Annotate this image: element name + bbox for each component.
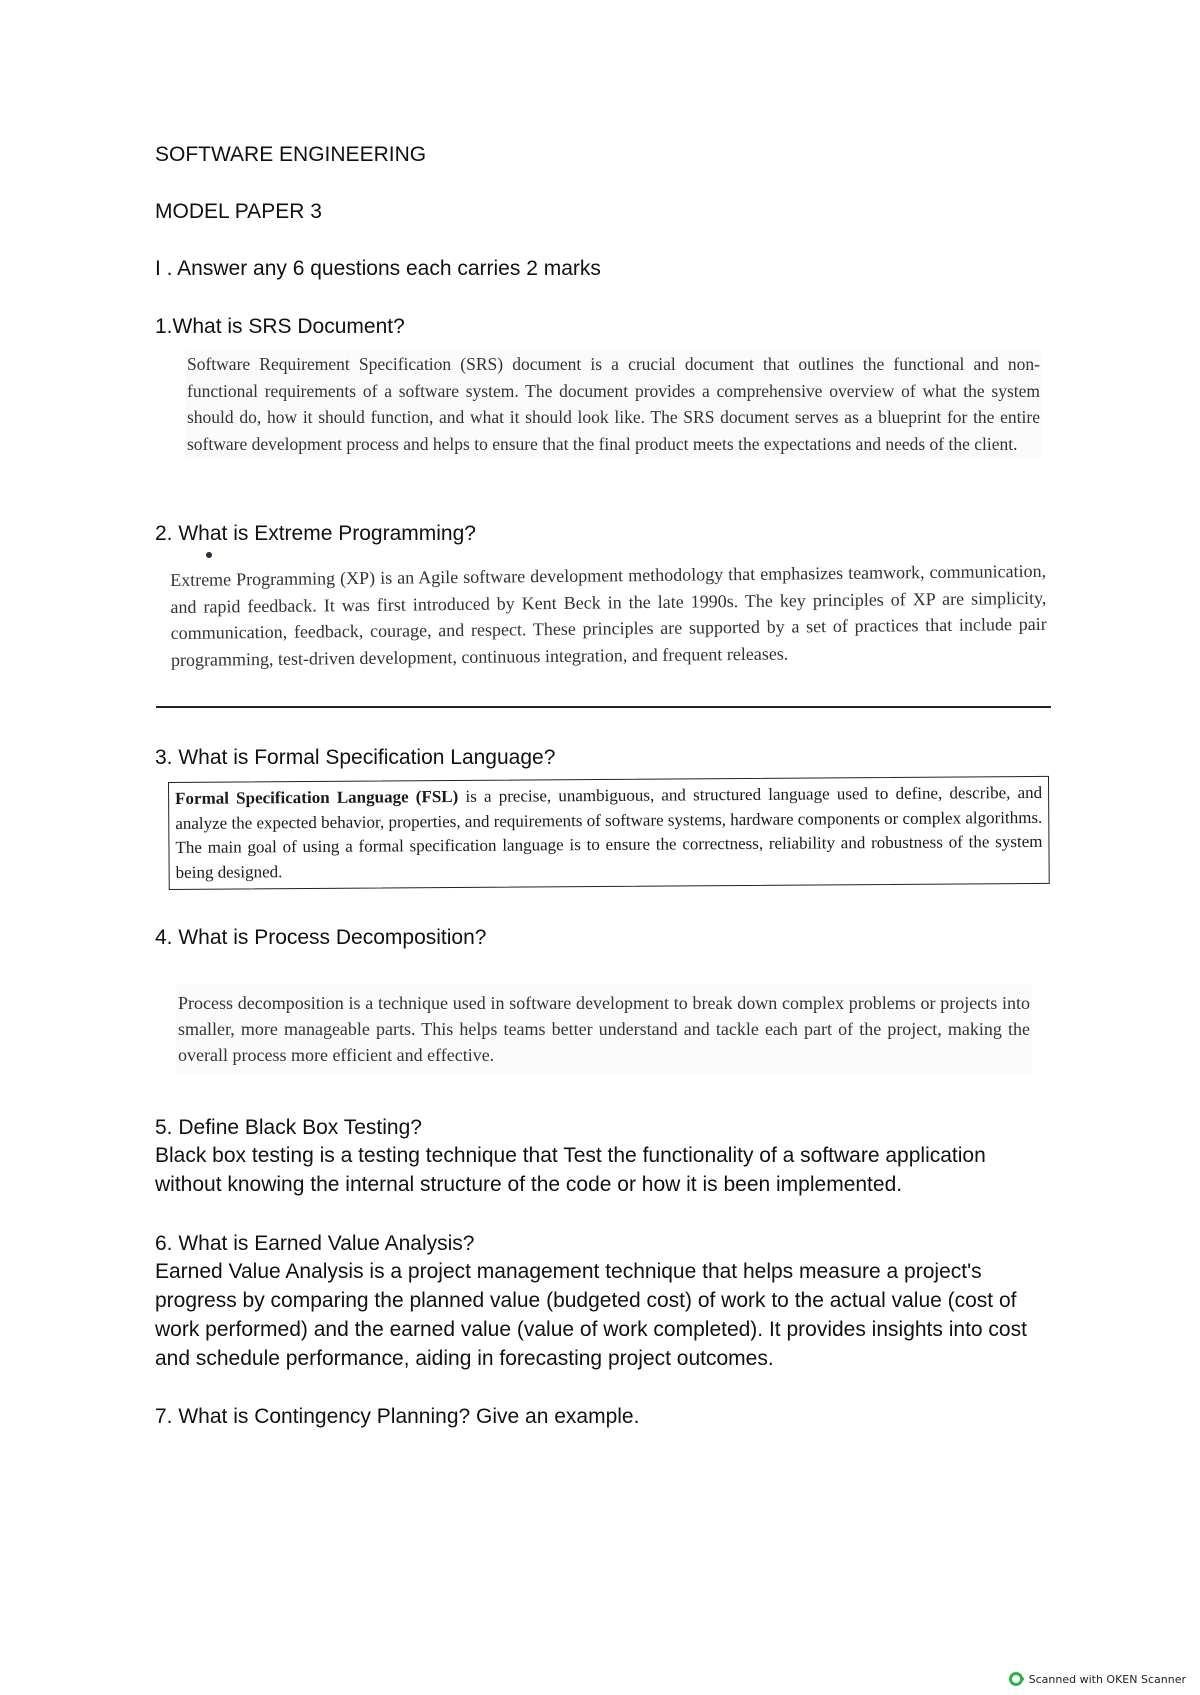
fsl-term: Formal Specification Language (FSL) (175, 786, 459, 808)
question-4-title: 4. What is Process Decomposition? (155, 926, 487, 949)
subject-heading: SOFTWARE ENGINEERING (155, 143, 427, 166)
section-instruction: I . Answer any 6 questions each carries 2 marks (155, 257, 601, 280)
question-3-title: 3. What is Formal Specification Language? (155, 746, 556, 769)
paper-heading: MODEL PAPER 3 (155, 200, 322, 223)
ink-dot (206, 552, 212, 558)
question-4-answer-scan: Process decomposition is a technique used in software development to break down complex problems or projects into smaller, more manageable parts. This helps teams better understand and tackle each part of the project, making the overall process more efficient and effective. (176, 984, 1032, 1074)
scanner-watermark (1009, 1672, 1186, 1686)
question-5-title: 5. Define Black Box Testing? (155, 1116, 422, 1139)
question-7-title: 7. What is Contingency Planning? Give an example. (155, 1405, 640, 1428)
question-6-answer: Earned Value Analysis is a project management technique that helps measure a project's progress by comparing the planned value (budgeted cost) of work to the actual value (cost of work performed) and the earned value (value of work completed). It provides insights into cost and schedule performance, aiding in forecasting project outcomes. (155, 1260, 1027, 1370)
question-1-title: 1.What is SRS Document? (155, 315, 405, 338)
question-1-answer-scan: Software Requirement Specification (SRS) document is a crucial document that outlines the functional and non-functional requirements of a software system. The document provides a comprehensive overview of what the system should do, how it should function, and what it should look like. The SRS document serves as a blueprint for the entire software development process and helps to ensure that the final product meets the expectations and needs of the client. (185, 351, 1042, 457)
question-6-title: 6. What is Earned Value Analysis? (155, 1232, 475, 1255)
question-3-answer-scan (168, 776, 1050, 890)
scanner-label: Scanned with OKEN Scanner (1028, 1672, 1186, 1686)
question-2-answer-scan: Extreme Programming (XP) is an Agile software development methodology that emphasizes teamwork, communication, and rapid feedback. It was first introduced by Kent Beck in the late 1990s. The key principles of XP are simplicity, communication, feedback, courage, and respect. These principles are supported by a set of practices that include pair programming, test-driven development, continuous integration, and frequent releases. (170, 560, 1047, 670)
scanner-logo-icon (1009, 1672, 1023, 1686)
fsl-definition: is a precise, unambiguous, and structured language used to define, describe, and analyze the expected behavior, properties, and requirements of software systems, hardware components or complex algorithms. The main goal of using a formal specification language is to ensure the correctness, reliability and robustness of the system being designed. (175, 782, 1043, 882)
question-2-title: 2. What is Extreme Programming? (155, 522, 476, 545)
scan-divider-line (156, 706, 1051, 708)
question-5-answer: Black box testing is a testing technique that Test the functionality of a software application without knowing the internal structure of the code or how it is been implemented. (155, 1144, 986, 1196)
